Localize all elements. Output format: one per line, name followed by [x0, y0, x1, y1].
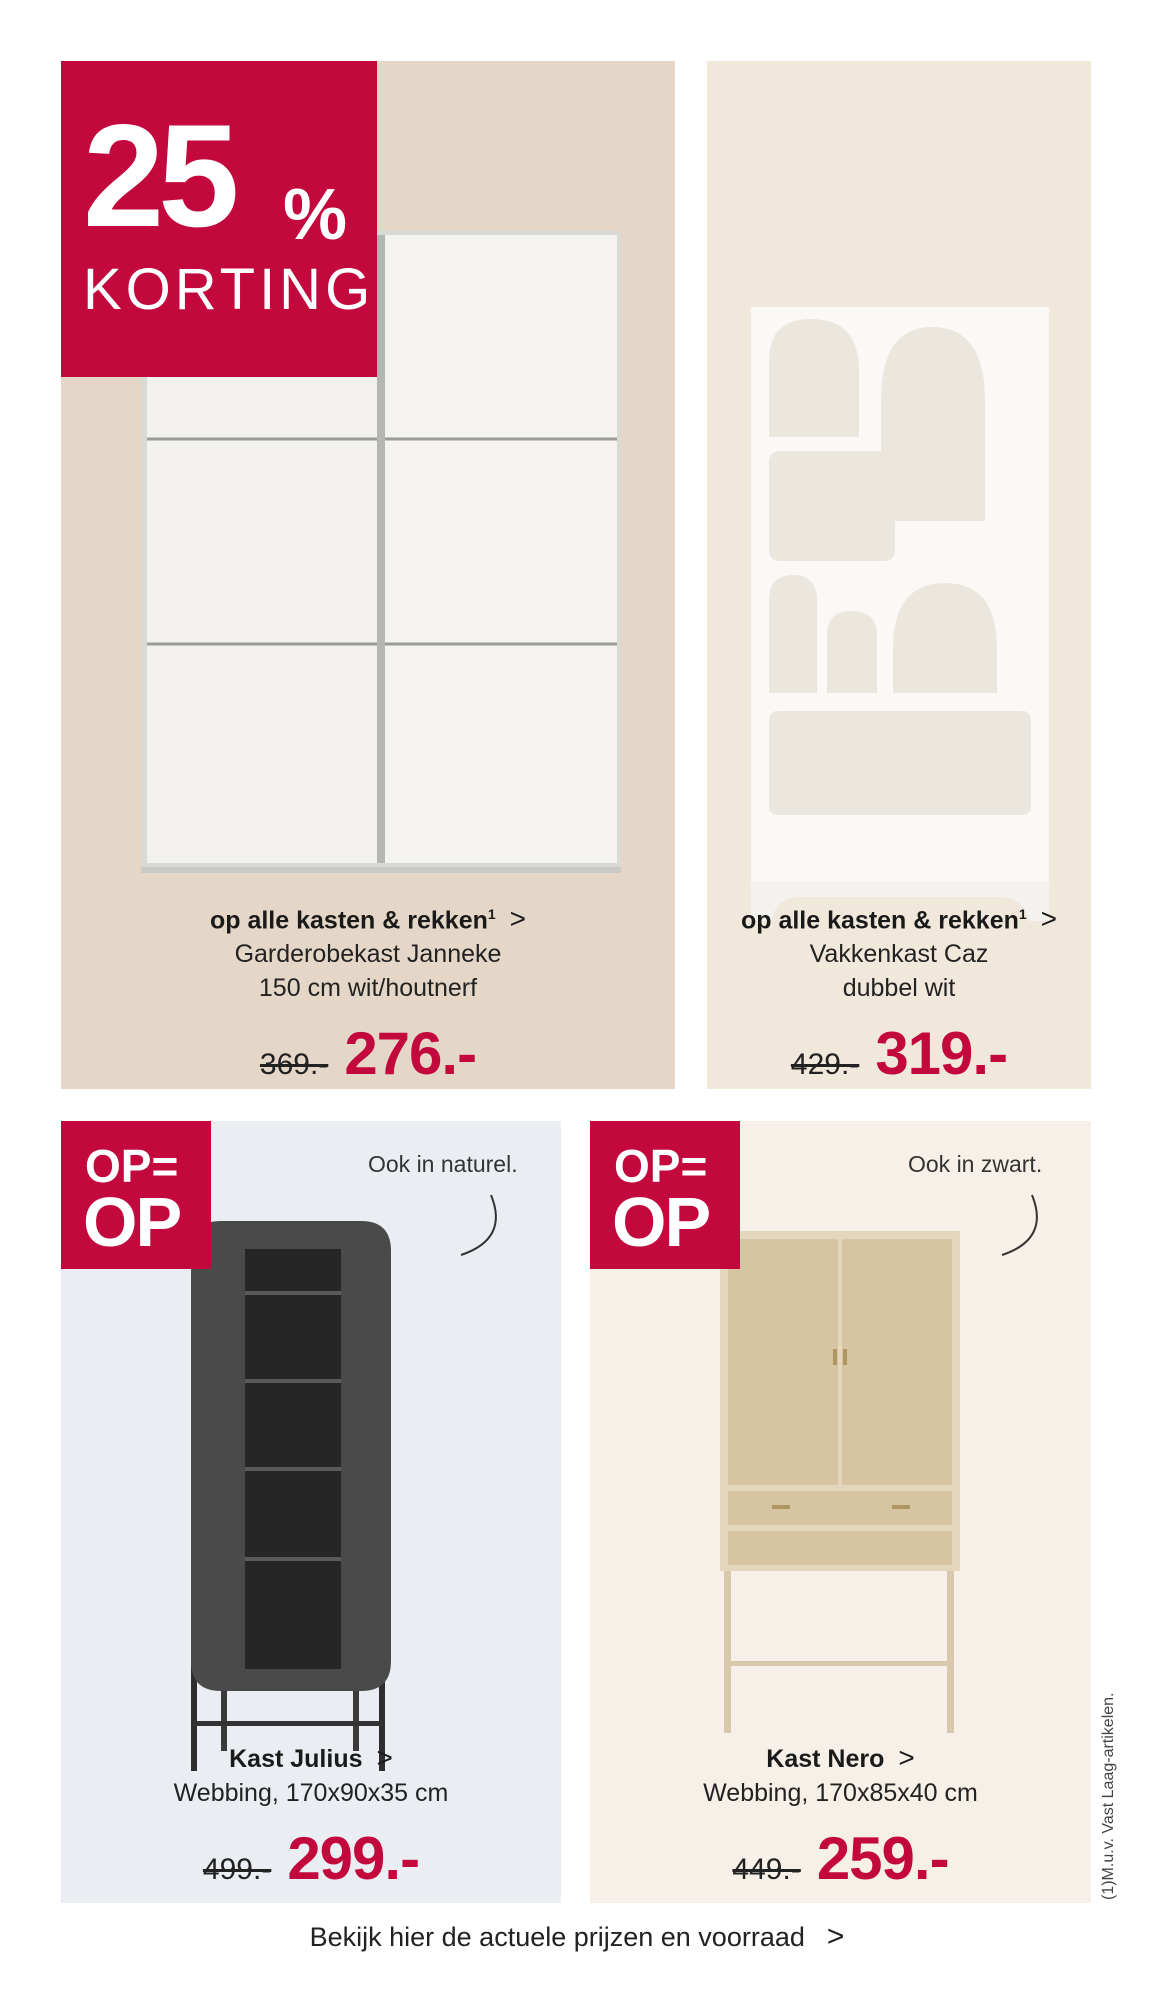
discount-badge	[61, 61, 377, 377]
product-name: Garderobekast Janneke	[234, 940, 502, 969]
disclaimer: (1)M.u.v. Vast Laag-artikelen.	[1100, 1692, 1117, 1900]
product-card-caz[interactable]	[707, 61, 1091, 1089]
product-title: op alle kasten & rekken	[209, 906, 488, 935]
product-title-link[interactable]	[707, 897, 1091, 937]
product-name: Vakkenkast Caz	[809, 940, 989, 969]
old-price: 449.-	[732, 1853, 801, 1886]
new-price: 299.-	[287, 1825, 420, 1892]
product-spec: Webbing, 170x85x40 cm	[703, 1779, 978, 1807]
product-spec: 150 cm wit/houtnerf	[258, 974, 478, 1003]
new-price: 259.-	[816, 1825, 949, 1892]
new-price: 276.-	[344, 1020, 477, 1088]
old-price: 429.-	[790, 1048, 860, 1082]
discount-word: KORTING	[83, 257, 375, 322]
badge-line-1: OP=	[85, 1140, 179, 1192]
product-spec: dubbel wit	[842, 974, 956, 1003]
product-title: op alle kasten & rekken	[740, 906, 1019, 935]
badge-line-1: OP=	[614, 1140, 708, 1192]
footnote-marker: 1	[487, 906, 496, 922]
discount-number: 25	[83, 94, 234, 257]
chevron-right-icon[interactable]: >	[826, 1920, 845, 1953]
chevron-right-icon[interactable]: >	[898, 1742, 915, 1773]
old-price: 369.-	[259, 1048, 329, 1082]
op-is-op-badge	[590, 1121, 740, 1269]
chevron-right-icon[interactable]: >	[1040, 903, 1058, 935]
product-title-link[interactable]	[61, 1741, 561, 1776]
product-title-link[interactable]	[61, 897, 675, 937]
chevron-right-icon[interactable]: >	[509, 903, 527, 935]
footnote-marker: 1	[1018, 906, 1027, 922]
price-row	[61, 1824, 561, 1893]
footer-text: Bekijk hier de actuele prijzen en voorraad	[309, 1922, 805, 1952]
price-row	[590, 1824, 1091, 1893]
discount-percent-sign: %	[283, 175, 348, 255]
price-row	[61, 1019, 675, 1088]
product-title: Kast Nero	[766, 1745, 885, 1773]
price-row	[707, 1019, 1091, 1088]
product-card-janneke[interactable]	[61, 61, 675, 1089]
note-arrow-icon	[431, 1187, 521, 1277]
product-info	[590, 1741, 1091, 1893]
new-price: 319.-	[875, 1020, 1008, 1088]
note-arrow-icon	[972, 1187, 1062, 1277]
badge-line-2: OP	[83, 1183, 181, 1261]
product-info	[707, 897, 1091, 1088]
chevron-right-icon[interactable]: >	[376, 1742, 393, 1773]
product-card-nero[interactable]	[590, 1121, 1091, 1903]
footer-link[interactable]	[0, 1920, 1154, 1954]
product-info	[61, 897, 675, 1088]
product-card-julius[interactable]	[61, 1121, 561, 1903]
old-price: 499.-	[202, 1853, 272, 1886]
product-spec: Webbing, 170x90x35 cm	[173, 1779, 449, 1807]
product-title: Kast Julius	[229, 1745, 363, 1773]
variant-note: Ook in naturel.	[368, 1151, 518, 1177]
variant-note: Ook in zwart.	[908, 1151, 1043, 1177]
product-title-link[interactable]	[590, 1741, 1091, 1776]
badge-line-2: OP	[612, 1183, 710, 1261]
op-is-op-badge	[61, 1121, 211, 1269]
product-info	[61, 1741, 561, 1893]
